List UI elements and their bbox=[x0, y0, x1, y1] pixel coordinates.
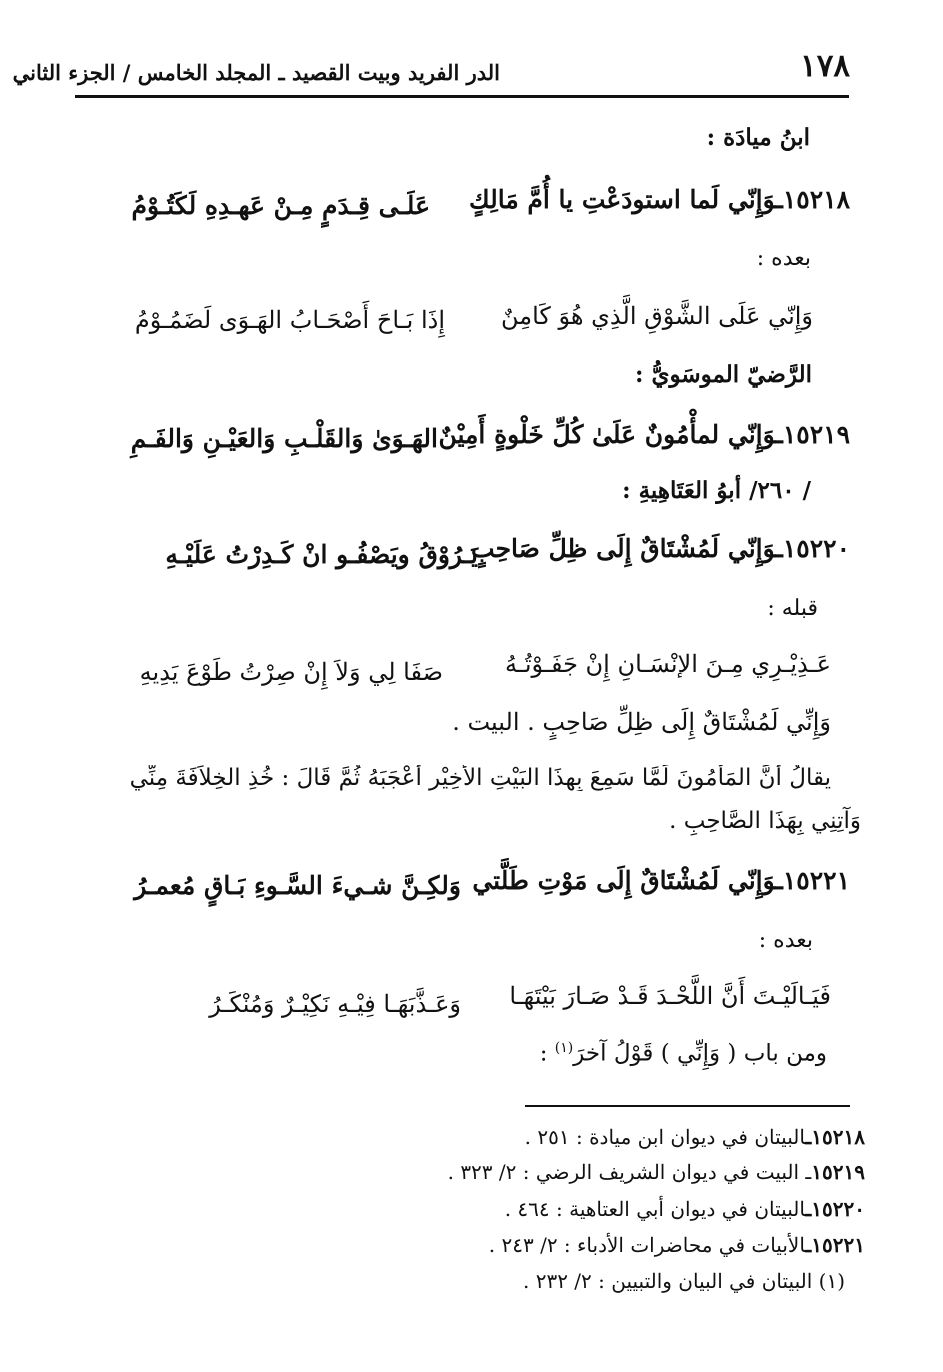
verse-second-hemistich: إِذَا بَـاحَ أَصْحَـابُ الهَـوَى لَضَمُـوْمُ bbox=[134, 306, 445, 334]
verse-reference-line: وَإِنِّي لَمُشْتَاقٌ إِلَى ظِلِّ صَاحِبٍ . البيت . bbox=[452, 708, 831, 736]
verse-text: وَإِنّي لَمُشْتَاقٌ إِلَى ظِلِّ صَاحِبٍ bbox=[471, 534, 776, 563]
verse-number: ١٥٢١٩ـ bbox=[775, 420, 850, 449]
verse-first-hemistich bbox=[469, 185, 850, 214]
footnote bbox=[523, 1269, 845, 1293]
page-number: ١٧٨ bbox=[800, 48, 850, 84]
verse-first-hemistich: فَيَـالَيْـتَ أَنَّ اللَّحْـدَ قَـدْ صَـارَ بَيْتَهَـا bbox=[509, 982, 831, 1010]
verse-text: وَإِنّي لمأْمُونٌ عَلَىٰ كُلِّ خَلْوةٍ أَمِيْنٌ bbox=[438, 420, 776, 449]
verse-second-hemistich: وَعَـذَّبَهَـا فِيْـهِ نَكِيْـرٌ وَمُنْكَـرُ bbox=[209, 990, 461, 1018]
header-rule bbox=[75, 95, 849, 98]
verse-second-hemistich: صَفَا لِي وَلاَ إِنْ صِرْتُ طَوْعَ يَدِيهِ bbox=[139, 658, 443, 686]
footnote bbox=[525, 1125, 865, 1149]
footnote-number: ١٥٢٢٠ـ bbox=[805, 1197, 865, 1221]
footnote-text: البيتان في البيان والتبيين : ٢/ ٢٣٢ . bbox=[522, 1269, 813, 1293]
poet-name: / ٢٦٠/ أبوُ العَتَاهِيةِ : bbox=[622, 477, 811, 504]
verse-first-hemistich: وَإِنّي عَلَى الشَّوْقِ الَّذِي هُوَ كَامِنٌ bbox=[500, 302, 813, 330]
closing-line bbox=[540, 1040, 827, 1067]
verse-number: ١٥٢١٨ـ bbox=[775, 185, 850, 214]
footnote-marker: (١) bbox=[554, 1040, 574, 1056]
verse-second-hemistich: يَـرُوْقُ ويَصْفُـو انْ كَـدِرْتُ عَلَيْـهِ bbox=[165, 540, 478, 569]
verse-text: وَإِنّي لَمُشْتَاقٌ إِلَى مَوْتِ طَلَّتي bbox=[472, 866, 776, 895]
verse-second-hemistich: وَلكِـنَّ شـيءَ السَّـوءِ بَـاقٍ مُعمـرُ bbox=[134, 871, 461, 900]
after-label: بعده : bbox=[756, 246, 811, 271]
verse-first-hemistich: عَـذِيْـرِي مِـنَ الإنْسَـانِ إِنْ جَفَـوْتُـهُ bbox=[504, 650, 831, 678]
prose-line: يقالُ أَنَّ المَأْمُونَ لَمَّا سَمِعَ بِهذَا البَيْتِ الأَخِيْرِ أَعْجَبَهُ ثُمَّ قَالَ : خُذِ الخِلاَفَةَ مِنِّي bbox=[129, 765, 831, 791]
verse-number: ١٥٢٢٠ـ bbox=[775, 534, 850, 563]
verse-text: وَإِنّي لَما استودَعْتِ يا أُمَّ مَالِكٍ bbox=[469, 185, 776, 214]
poet-name: ابنُ ميادَة : bbox=[706, 124, 810, 151]
verse-second-hemistich: عَلَـى قِـدَمٍ مِـنْ عَهـدِهِ لَكَتُـوْمُ bbox=[131, 191, 430, 220]
verse-first-hemistich bbox=[438, 420, 850, 449]
poet-name: الرَّضيّ الموسَويُّ : bbox=[634, 361, 812, 388]
footnote-number: (١) bbox=[818, 1269, 845, 1293]
after-label: بعده : bbox=[758, 928, 813, 953]
prose-line: وَآتِنِي بِهَذَا الصَّاحِبِ . bbox=[669, 808, 861, 834]
verse-first-hemistich bbox=[471, 534, 850, 563]
footnote bbox=[489, 1233, 865, 1257]
footnote-text: البيتان في ديوان أبي العتاهية : ٤٦٤ . bbox=[504, 1197, 806, 1221]
before-label: قبله : bbox=[767, 596, 818, 621]
footnote-number: ١٥٢١٨ـ bbox=[805, 1125, 865, 1149]
footnote bbox=[505, 1197, 865, 1221]
verse-second-hemistich: الهَـوَىٰ وَالقَلْـبِ وَالعَيْـنِ وَالفَـمِ bbox=[130, 424, 438, 453]
verse-number: ١٥٢٢١ـ bbox=[775, 866, 850, 895]
running-title: الدر الفريد وبيت القصيد ـ المجلد الخامس / الجزء الثاني bbox=[12, 60, 500, 85]
footnote-rule bbox=[525, 1105, 850, 1107]
footnote-text: البيتان في ديوان ابن ميادة : ٢٥١ . bbox=[524, 1125, 806, 1149]
closing-text: ومن باب ( وَإِنِّي ) قَوْلُ آخرَ bbox=[573, 1040, 827, 1067]
footnote-text: الأبيات في محاضرات الأدباء : ٢/ ٢٤٣ . bbox=[488, 1233, 806, 1257]
closing-colon: : bbox=[539, 1040, 555, 1067]
footnote-text: ـ البيت في ديوان الشريف الرضي : ٢/ ٣٢٣ . bbox=[447, 1160, 812, 1184]
footnote-number: ١٥٢١٩ bbox=[811, 1160, 865, 1184]
footnote bbox=[448, 1160, 865, 1184]
verse-first-hemistich bbox=[472, 866, 850, 895]
footnote-number: ١٥٢٢١ـ bbox=[805, 1233, 865, 1257]
